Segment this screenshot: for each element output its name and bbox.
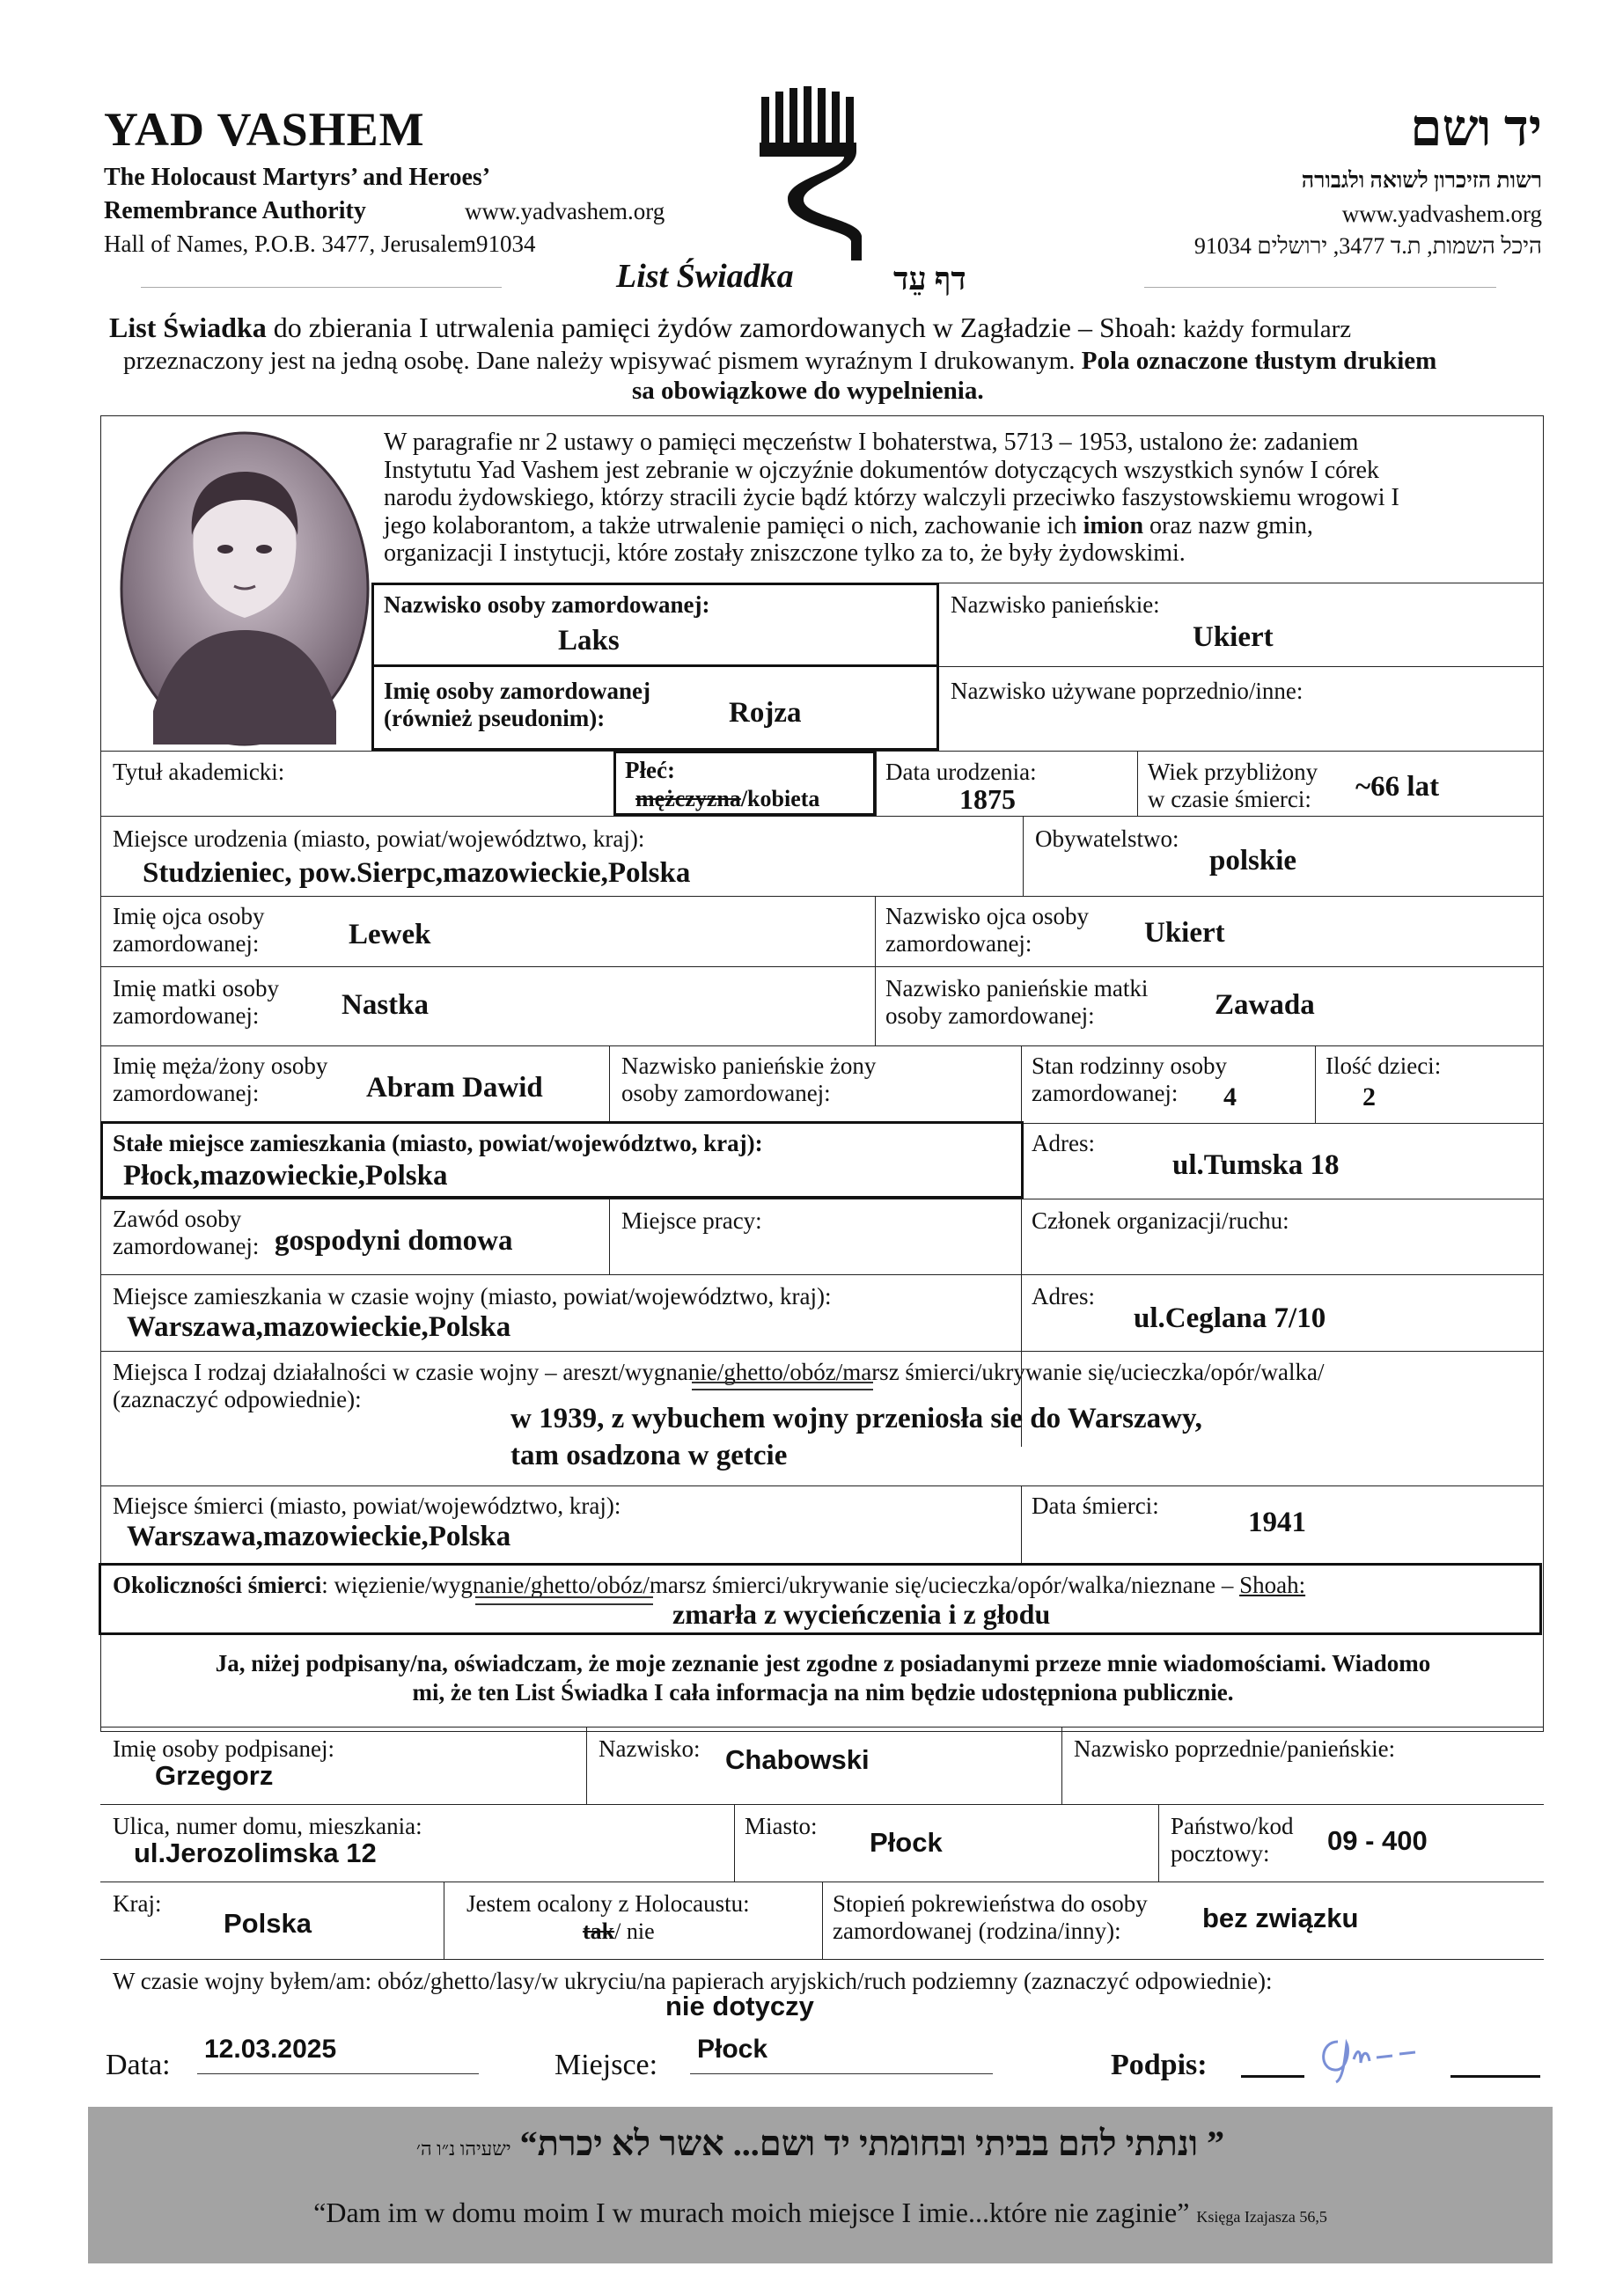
title-label: Tytuł akademicki: [113, 759, 285, 785]
place-label: Miejsce: [554, 2049, 658, 2081]
father-first-label: Imię ojca osoby zamordowanej: [113, 903, 265, 957]
rule [939, 666, 1544, 667]
war-address-value[interactable]: ul.Ceglana 7/10 [1134, 1302, 1326, 1334]
rule [100, 1351, 1544, 1352]
sign-line-right [1450, 2075, 1540, 2078]
victim-photo [118, 429, 371, 748]
birthplace-label: Miejsce urodzenia (miasto, powiat/województwo, kraj): [113, 825, 645, 852]
postal-value[interactable]: 09 - 400 [1327, 1825, 1428, 1856]
polish-quote: “Dam im w domu moim I w murach moich miejsce I imie...które nie zaginie” Księga Izajasza 56,5 [313, 2197, 1327, 2228]
children-value[interactable]: 2 [1362, 1082, 1376, 1111]
place-line [690, 2073, 993, 2074]
rule [875, 896, 876, 1045]
wartime-label: W czasie wojny byłem/am: obóz/ghetto/lasy/w ukryciu/na papierach aryjskich/ruch podziemny (zaznaczyć odpowiednie): [113, 1968, 1273, 1994]
form-title: List Świadka [616, 258, 794, 295]
ghetto-mark [692, 1382, 873, 1390]
menorah-logo [753, 86, 893, 262]
rule [1315, 1045, 1316, 1123]
rule [1158, 1804, 1159, 1882]
citizenship-label: Obywatelstwo: [1035, 825, 1179, 852]
intro-line1: List Świadka do zbierania I utrwalenia pamięci żydów zamordowanych w Zagładzie – Shoah: każdy formularz [109, 312, 1352, 343]
age-value[interactable]: ~66 lat [1355, 771, 1440, 803]
header-divider-right [1144, 287, 1496, 288]
wartime-value[interactable]: nie dotyczy [665, 1991, 814, 2021]
sex-label: Płeć: [625, 757, 675, 783]
date-value[interactable]: 12.03.2025 [204, 2035, 337, 2064]
rule [1023, 816, 1024, 896]
sign-line-left [1241, 2075, 1304, 2078]
sex-value[interactable]: mężczyzna/kobieta [635, 786, 820, 811]
city-value[interactable]: Płock [870, 1827, 943, 1858]
mother-first-value[interactable]: Nastka [341, 989, 430, 1021]
father-first-value[interactable]: Lewek [349, 919, 431, 950]
rule [1061, 1727, 1062, 1804]
circumstances-mark [475, 1596, 653, 1605]
surname-value[interactable]: Laks [558, 625, 620, 657]
rule [586, 1727, 587, 1804]
signature [1311, 2024, 1443, 2086]
mother-maiden-value[interactable]: Zawada [1215, 989, 1315, 1021]
place-value[interactable]: Płock [697, 2035, 768, 2064]
relation-value[interactable]: bez związku [1202, 1903, 1359, 1933]
country-value[interactable]: Polska [224, 1908, 312, 1939]
father-last-value[interactable]: Ukiert [1144, 917, 1225, 949]
residence-label: Stałe miejsce zamieszkania (miasto, powiat/województwo, kraj): [113, 1130, 763, 1156]
rule [100, 1274, 1544, 1275]
rule [609, 1199, 610, 1274]
father-last-label: Nazwisko ojca osoby zamordowanej: [885, 903, 1089, 957]
form-title-hebrew: דף עֵד [893, 261, 966, 297]
rule [100, 896, 1544, 897]
address-value[interactable]: ul.Tumska 18 [1172, 1149, 1340, 1181]
mother-first-label: Imię matki osoby zamordowanej: [113, 975, 279, 1029]
mother-maiden-label: Nazwisko panieńskie matki osoby zamordowanej: [885, 975, 1149, 1029]
rule [100, 1045, 1544, 1046]
org-member-label: Członek organizacji/ruchu: [1032, 1207, 1289, 1234]
circumstances-value[interactable]: zmarła z wycieńczenia i z głodu [672, 1598, 1051, 1630]
rule [100, 1485, 1544, 1486]
birthdate-value[interactable]: 1875 [959, 783, 1016, 815]
submitter-last-label: Nazwisko: [599, 1735, 701, 1762]
spouse-value[interactable]: Abram Dawid [366, 1072, 543, 1104]
address-label: Adres: [1032, 1130, 1095, 1156]
war-residence-value[interactable]: Warszawa,mazowieckie,Polska [127, 1311, 511, 1343]
country-label: Kraj: [113, 1890, 162, 1917]
activity-label: Miejsca I rodzaj działalności w czasie wojny – areszt/wygnanie/ghetto/obóz/marsz śmierci/ukrywanie się/ucieczka/opór/walka/ (zaznaczyć odpowiednie): [113, 1359, 1325, 1412]
spouse-label: Imię męża/żony osoby zamordowanej: [113, 1053, 328, 1106]
survivor-value[interactable]: tak/ nie [583, 1918, 655, 1944]
survivor-label: Jestem ocalony z Holocaustu: [466, 1890, 750, 1917]
maiden-value[interactable]: Ukiert [1193, 621, 1274, 653]
date-label: Data: [106, 2049, 171, 2081]
birthplace-value[interactable]: Studzieniec, pow.Sierpc,mazowieckie,Polska [143, 857, 691, 889]
rule [734, 1804, 735, 1882]
website: www.yadvashem.org [465, 198, 665, 224]
rule [1021, 1485, 1022, 1563]
rule [100, 1959, 1544, 1960]
city-label: Miasto: [745, 1813, 818, 1839]
header-divider-left [141, 287, 502, 288]
rule [100, 1804, 1544, 1805]
profession-label: Zawód osoby zamordowanej: [113, 1206, 260, 1259]
rule [609, 1045, 610, 1123]
submitter-first-label: Imię osoby podpisanej: [113, 1735, 334, 1762]
submitter-last-value[interactable]: Chabowski [725, 1744, 870, 1775]
war-residence-label: Miejsce zamieszkania w czasie wojny (miasto, powiat/województwo, kraj): [113, 1283, 832, 1309]
children-label: Ilość dzieci: [1326, 1053, 1442, 1079]
death-date-label: Data śmierci: [1032, 1493, 1159, 1519]
rule [100, 816, 1544, 817]
birthdate-label: Data urodzenia: [885, 759, 1037, 785]
residence-value[interactable]: Płock,mazowieckie,Polska [123, 1160, 448, 1192]
submitter-prev-label: Nazwisko poprzednie/panieńskie: [1074, 1735, 1396, 1762]
org-line2: Remembrance Authority [104, 197, 366, 224]
street-label: Ulica, numer domu, mieszkania: [113, 1813, 422, 1839]
maiden-label: Nazwisko panieńskie: [951, 591, 1160, 618]
marital-value[interactable]: 4 [1223, 1082, 1237, 1111]
activity-value-2[interactable]: tam osadzona w getcie [510, 1440, 788, 1471]
prev-name-label: Nazwisko używane poprzednio/inne: [951, 678, 1304, 704]
death-place-label: Miejsce śmierci (miasto, powiat/województwo, kraj): [113, 1493, 621, 1519]
org-line1: The Holocaust Martyrs’ and Heroes’ [104, 164, 491, 191]
relation-label: Stopień pokrewieństwa do osoby zamordowanej (rodzina/inny): [833, 1890, 1148, 1944]
intro-line2: przeznaczony jest na jedną osobę. Dane należy wpisywać pismem wyraźnym I drukowanym. Pola oznaczone tłustym drukiem [123, 347, 1437, 375]
rule [876, 751, 877, 816]
rule [822, 1882, 823, 1959]
surname-label: Nazwisko osoby zamordowanej: [384, 591, 710, 618]
death-date-value[interactable]: 1941 [1248, 1507, 1306, 1538]
rule [100, 966, 1544, 967]
legal-text: W paragrafie nr 2 ustawy o pamięci męczeństw I bohaterstwa, 5713 – 1953, ustalono że: zadaniem Instytutu Yad Vashem jest zebranie w ojczyźnie dokumentów dotyczących wszystkich synów I córek narodu żydowskiego, którzy stracili życie bądź którzy walczyli przeciwko faszystowskiemu wrogowi I jego kolaborantom, a także utrwalenie pamięci o nich, zachowanie ich imion oraz nazw gmin, organizacji I instytucji, które zostały zniszczone tylko za to, że były żydowskimi. [384, 429, 1399, 567]
hebrew-org-line: רשות הזיכרון לשואה ולגבורה [1301, 169, 1542, 193]
org-name: YAD VASHEM [104, 103, 425, 156]
hebrew-org-name: יד ושם [1410, 99, 1542, 157]
submitter-first-value[interactable]: Grzegorz [155, 1760, 274, 1791]
circumstances-label: Okoliczności śmierci: więzienie/wygnanie/ghetto/obóz/marsz śmierci/ukrywanie się/ucieczka/opór/walka/nieznane – Shoah: [113, 1572, 1306, 1598]
declaration: Ja, niżej podpisany/na, oświadczam, że moje zeznanie jest zgodne z posiadanymi przeze mnie wiadomościami. Wiadomo mi, że ten List Świadka I cała informacja na nim będzie udostępniona publicznie. [215, 1650, 1431, 1705]
firstname-value[interactable]: Rojza [729, 697, 802, 729]
org-address: Hall of Names, P.O.B. 3477, Jerusalem91034 [104, 231, 536, 257]
sign-label: Podpis: [1111, 2049, 1208, 2081]
marital-label: Stan rodzinny osoby zamordowanej: [1032, 1053, 1227, 1106]
activity-value-1[interactable]: w 1939, z wybuchem wojny przeniosła sie do Warszawy, [510, 1403, 1202, 1434]
citizenship-value[interactable]: polskie [1209, 845, 1297, 877]
hebrew-address: היכל השמות, ת.ד 3477, ירושלים 91034 [1193, 233, 1542, 259]
rule [100, 1727, 1544, 1728]
death-place-value[interactable]: Warszawa,mazowieckie,Polska [127, 1521, 511, 1552]
profession-value[interactable]: gospodyni domowa [275, 1225, 513, 1257]
spouse-maiden-label: Nazwisko panieńskie żony osoby zamordowanej: [621, 1053, 877, 1106]
firstname-label: Imię osoby zamordowanej (również pseudonim): [384, 678, 650, 731]
date-line [197, 2073, 479, 2074]
street-value[interactable]: ul.Jerozolimska 12 [134, 1838, 377, 1868]
postal-label: Państwo/kod pocztowy: [1171, 1813, 1294, 1867]
workplace-label: Miejsce pracy: [621, 1207, 762, 1234]
age-label: Wiek przybliżony w czasie śmierci: [1148, 759, 1318, 812]
war-address-label: Adres: [1032, 1283, 1095, 1309]
hebrew-quote: ” ונתתי להם בביתי ובחומתי יד ושם... אשר לא יכרת“ ישעיהו נ״ו ה׳ [415, 2124, 1225, 2163]
intro-line3: sa obowiązkowe do wypelnienia. [632, 377, 984, 405]
rule [1137, 751, 1138, 816]
hebrew-website: www.yadvashem.org [1341, 201, 1542, 227]
